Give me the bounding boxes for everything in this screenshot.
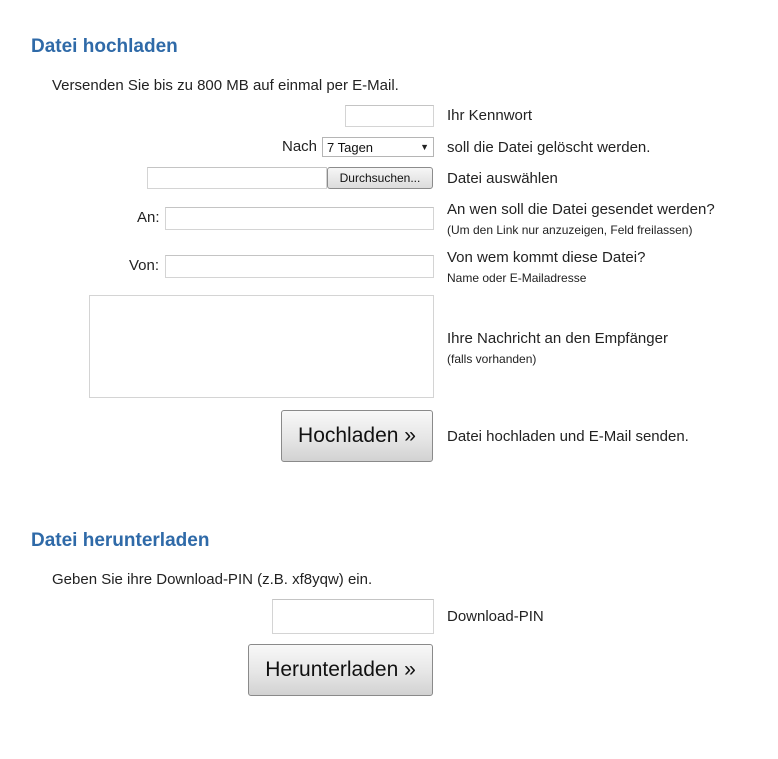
to-email-input[interactable] bbox=[165, 207, 434, 230]
upload-button[interactable]: Hochladen » bbox=[281, 410, 433, 462]
file-path-input[interactable] bbox=[147, 167, 327, 189]
browse-button[interactable]: Durchsuchen... bbox=[327, 167, 433, 189]
dropdown-arrow-icon: ▼ bbox=[420, 142, 429, 152]
from-hint: Name oder E-Mailadresse bbox=[447, 271, 587, 285]
download-heading: Datei herunterladen bbox=[31, 530, 210, 551]
password-input[interactable] bbox=[345, 105, 434, 127]
to-field-label: An: bbox=[137, 209, 160, 226]
download-pin-label: Download-PIN bbox=[447, 608, 544, 625]
download-button[interactable]: Herunterladen » bbox=[248, 644, 433, 696]
from-input[interactable] bbox=[165, 255, 434, 278]
file-label: Datei auswählen bbox=[447, 170, 558, 187]
expiry-suffix-label: soll die Datei gelöscht werden. bbox=[447, 139, 651, 156]
upload-submit-label: Datei hochladen und E-Mail senden. bbox=[447, 428, 689, 445]
password-label: Ihr Kennwort bbox=[447, 107, 533, 124]
message-label: Ihre Nachricht an den Empfänger bbox=[447, 330, 668, 347]
expiry-prefix-label: Nach bbox=[282, 138, 318, 155]
to-hint: (Um den Link nur anzuzeigen, Feld freilassen) bbox=[447, 223, 693, 237]
from-label: Von wem kommt diese Datei? bbox=[447, 249, 646, 266]
message-hint: (falls vorhanden) bbox=[447, 352, 537, 366]
download-intro: Geben Sie ihre Download-PIN (z.B. xf8yqw) ein. bbox=[52, 571, 373, 588]
upload-intro: Versenden Sie bis zu 800 MB auf einmal per E-Mail. bbox=[52, 77, 399, 94]
expiry-select[interactable] bbox=[322, 137, 434, 157]
upload-heading: Datei hochladen bbox=[31, 36, 178, 57]
expiry-selected-value: 7 Tagen bbox=[327, 139, 374, 155]
download-pin-input[interactable] bbox=[272, 599, 434, 634]
from-field-label: Von: bbox=[129, 257, 160, 274]
message-textarea[interactable] bbox=[89, 295, 434, 398]
to-label: An wen soll die Datei gesendet werden? bbox=[447, 201, 715, 218]
